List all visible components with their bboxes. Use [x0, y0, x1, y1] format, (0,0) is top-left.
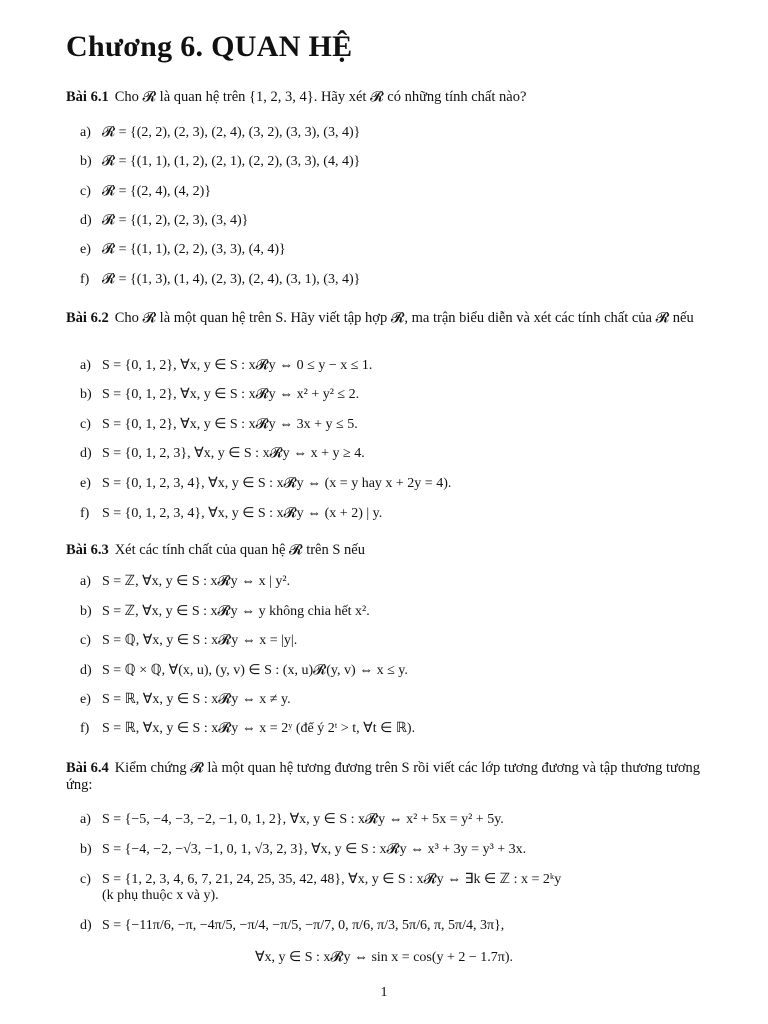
list-item: d) 𝓡 = {(1, 2), (2, 3), (3, 4)}	[80, 213, 249, 228]
centered-formula: ∀x, y ∈ S : x𝓡y ⇔ sin x = cos(y + 2 − 1.7π).	[254, 950, 514, 965]
list-item: e) 𝓡 = {(1, 1), (2, 2), (3, 3), (4, 4)}	[80, 242, 286, 257]
exercise-label: Bài 6.3	[66, 542, 109, 558]
list-item: f) S = {0, 1, 2, 3, 4}, ∀x, y ∈ S : x𝓡y ⇔ (x + 2) | y.	[80, 506, 383, 521]
list-item: e) S = ℝ, ∀x, y ∈ S : x𝓡y ⇔ x ≠ y.	[80, 692, 291, 707]
list-item-continuation: (k phụ thuộc x và y).	[102, 888, 219, 903]
page-number: 1	[380, 985, 388, 1000]
exercise-label: Bài 6.2	[66, 310, 109, 326]
exercise-6-3-prompt: Bài 6.3 Xét các tính chất của quan hệ 𝓡 trên S nếu	[66, 542, 365, 558]
exercise-label: Bài 6.4	[66, 760, 109, 776]
list-item: b) S = {0, 1, 2}, ∀x, y ∈ S : x𝓡y ⇔ x² + y² ≤ 2.	[80, 387, 360, 402]
list-item: f) 𝓡 = {(1, 3), (1, 4), (2, 3), (2, 4), (3, 1), (3, 4)}	[80, 272, 361, 287]
exercise-6-1-prompt: Bài 6.1 Cho 𝓡 là quan hệ trên {1, 2, 3, 4}. Hãy xét 𝓡 có những tính chất nào?	[66, 89, 527, 105]
exercise-6-4-prompt: Bài 6.4 Kiểm chứng 𝓡 là một quan hệ tương đương trên S rồi viết các lớp tương đương và tập thương tương ứng:	[66, 760, 701, 793]
list-item: d) S = {−11π/6, −π, −4π/5, −π/4, −π/5, −π/7, 0, π/6, π/3, 5π/6, π, 5π/4, 3π},	[80, 918, 505, 933]
exercise-6-2-prompt: Bài 6.2 Cho 𝓡 là một quan hệ trên S. Hãy viết tập hợp 𝓡, ma trận biểu diễn và xét các tính chất của 𝓡 nếu	[66, 310, 694, 326]
list-item: b) S = {−4, −2, −√3, −1, 0, 1, √3, 2, 3}, ∀x, y ∈ S : x𝓡y ⇔ x³ + 3y = y³ + 3x.	[80, 842, 527, 857]
exercise-label: Bài 6.1	[66, 89, 109, 105]
list-item: c) S = {1, 2, 3, 4, 6, 7, 21, 24, 25, 35, 42, 48}, ∀x, y ∈ S : x𝓡y ⇔ ∃k ∈ ℤ : x = 2ᵏy	[80, 872, 562, 887]
list-item: b) 𝓡 = {(1, 1), (1, 2), (2, 1), (2, 2), (3, 3), (4, 4)}	[80, 154, 361, 169]
list-item: c) 𝓡 = {(2, 4), (4, 2)}	[80, 184, 212, 199]
list-item: d) S = ℚ × ℚ, ∀(x, u), (y, v) ∈ S : (x, u)𝓡(y, v) ⇔ x ≤ y.	[80, 663, 408, 678]
list-item: a) S = ℤ, ∀x, y ∈ S : x𝓡y ⇔ x | y².	[80, 574, 291, 589]
chapter-title: Chương 6. QUAN HỆ	[66, 30, 353, 63]
list-item: e) S = {0, 1, 2, 3, 4}, ∀x, y ∈ S : x𝓡y ⇔ (x = y hay x + 2y = 4).	[80, 476, 452, 491]
list-item: c) S = {0, 1, 2}, ∀x, y ∈ S : x𝓡y ⇔ 3x + y ≤ 5.	[80, 417, 358, 432]
list-item: a) S = {−5, −4, −3, −2, −1, 0, 1, 2}, ∀x, y ∈ S : x𝓡y ⇔ x² + 5x = y² + 5y.	[80, 812, 504, 827]
list-item: d) S = {0, 1, 2, 3}, ∀x, y ∈ S : x𝓡y ⇔ x + y ≥ 4.	[80, 446, 365, 461]
list-item: c) S = ℚ, ∀x, y ∈ S : x𝓡y ⇔ x = |y|.	[80, 633, 298, 648]
list-item: f) S = ℝ, ∀x, y ∈ S : x𝓡y ⇔ x = 2ʸ (để ý 2ᵗ > t, ∀t ∈ ℝ).	[80, 721, 416, 736]
list-item: b) S = ℤ, ∀x, y ∈ S : x𝓡y ⇔ y không chia hết x².	[80, 604, 370, 619]
list-item: a) 𝓡 = {(2, 2), (2, 3), (2, 4), (3, 2), (3, 3), (3, 4)}	[80, 125, 361, 140]
list-item: a) S = {0, 1, 2}, ∀x, y ∈ S : x𝓡y ⇔ 0 ≤ y − x ≤ 1.	[80, 358, 373, 373]
